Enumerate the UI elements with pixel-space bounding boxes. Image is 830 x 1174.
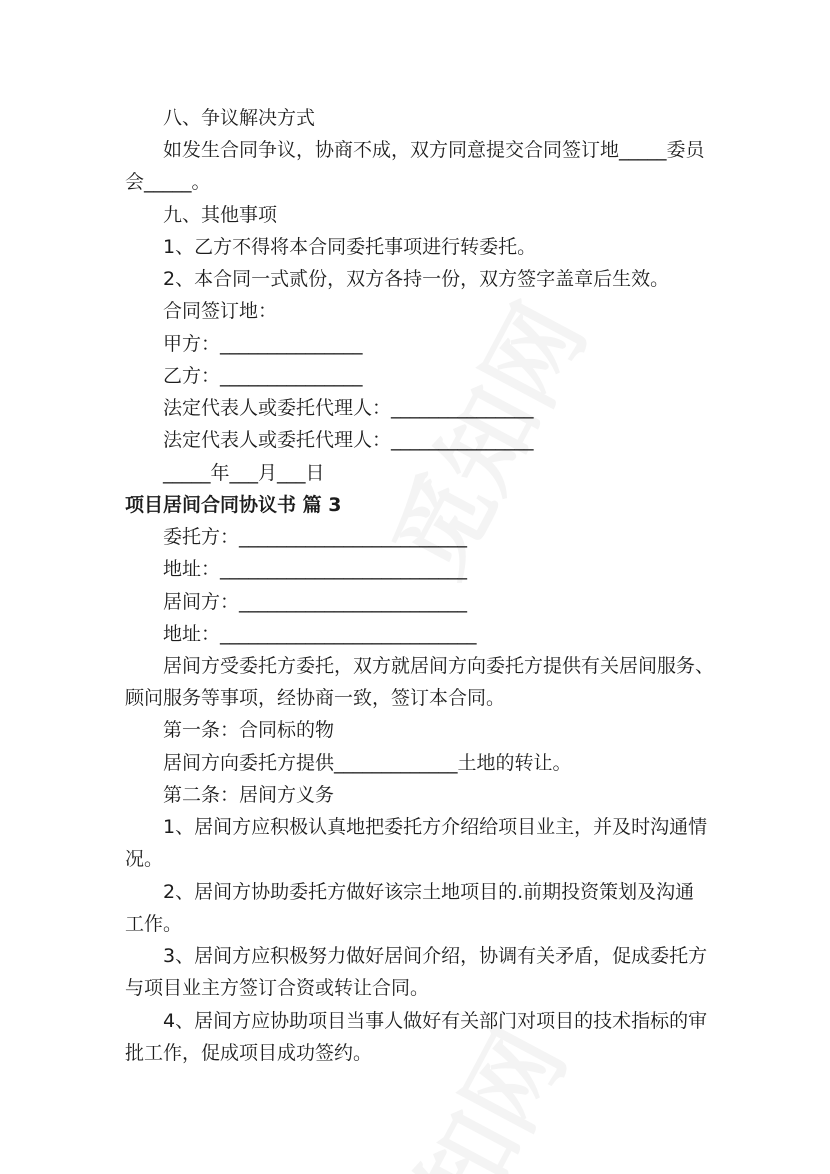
representative-a-field: 法定代表人或委托代理人：_______________ — [163, 397, 534, 420]
article1-text: 居间方向委托方提供_____________土地的转让。 — [163, 751, 572, 774]
section9-item: 1、乙方不得将本合同委托事项进行转委托。 — [163, 235, 537, 258]
article2-item-line: 3、居间方应积极努力做好居间介绍，协调有关矛盾，促成委托方 — [163, 945, 708, 968]
section8-paragraph-line: 如发生合同争议，协商不成，双方同意提交合同签订地_____委员 — [163, 139, 705, 162]
section8-heading: 八、争议解决方式 — [163, 107, 316, 129]
article2-item-line: 工作。 — [125, 912, 183, 935]
intermediary-field: 居间方：________________________ — [163, 590, 468, 613]
article2-item-line: 况。 — [125, 848, 164, 871]
article2-heading: 第二条：居间方义务 — [163, 783, 335, 806]
representative-b-field: 法定代表人或委托代理人：_______________ — [163, 429, 534, 452]
section8-paragraph-line: 会_____。 — [125, 171, 211, 194]
article2-item-line: 2、居间方协助委托方做好该宗土地项目的.前期投资策划及沟通 — [163, 880, 695, 903]
client-address-field: 地址：__________________________ — [163, 558, 468, 581]
section9-item: 2、本合同一式贰份，双方各持一份，双方签字盖章后生效。 — [163, 268, 670, 291]
signing-date-field: _____年___月___日 — [163, 461, 325, 484]
client-field: 委托方：________________________ — [163, 526, 468, 549]
signing-place: 合同签订地： — [163, 300, 278, 323]
article2-item-line: 1、居间方应积极认真地把委托方介绍给项目业主，并及时沟通情 — [163, 816, 708, 839]
article1-heading: 第一条：合同标的物 — [163, 719, 335, 742]
article2-item-line: 批工作，促成项目成功签约。 — [125, 1041, 373, 1064]
section9-heading: 九、其他事项 — [163, 203, 278, 226]
party-a-signature-field: 甲方：_______________ — [163, 332, 363, 355]
intermediary-address-field: 地址：___________________________ — [163, 622, 477, 645]
contract-title: 项目居间合同协议书 篇 3 — [125, 493, 342, 516]
preamble-line: 顾问服务等事项，经协商一致，签订本合同。 — [125, 687, 506, 710]
party-b-signature-field: 乙方：_______________ — [163, 364, 363, 387]
article2-item-line: 4、居间方应协助项目当事人做好有关部门对项目的技术指标的审 — [163, 1009, 708, 1032]
document-body — [125, 102, 810, 1069]
preamble-line: 居间方受委托方委托，双方就居间方向委托方提供有关居间服务、 — [163, 654, 715, 677]
article2-item-line: 与项目业主方签订合资或转让合同。 — [125, 977, 430, 1000]
